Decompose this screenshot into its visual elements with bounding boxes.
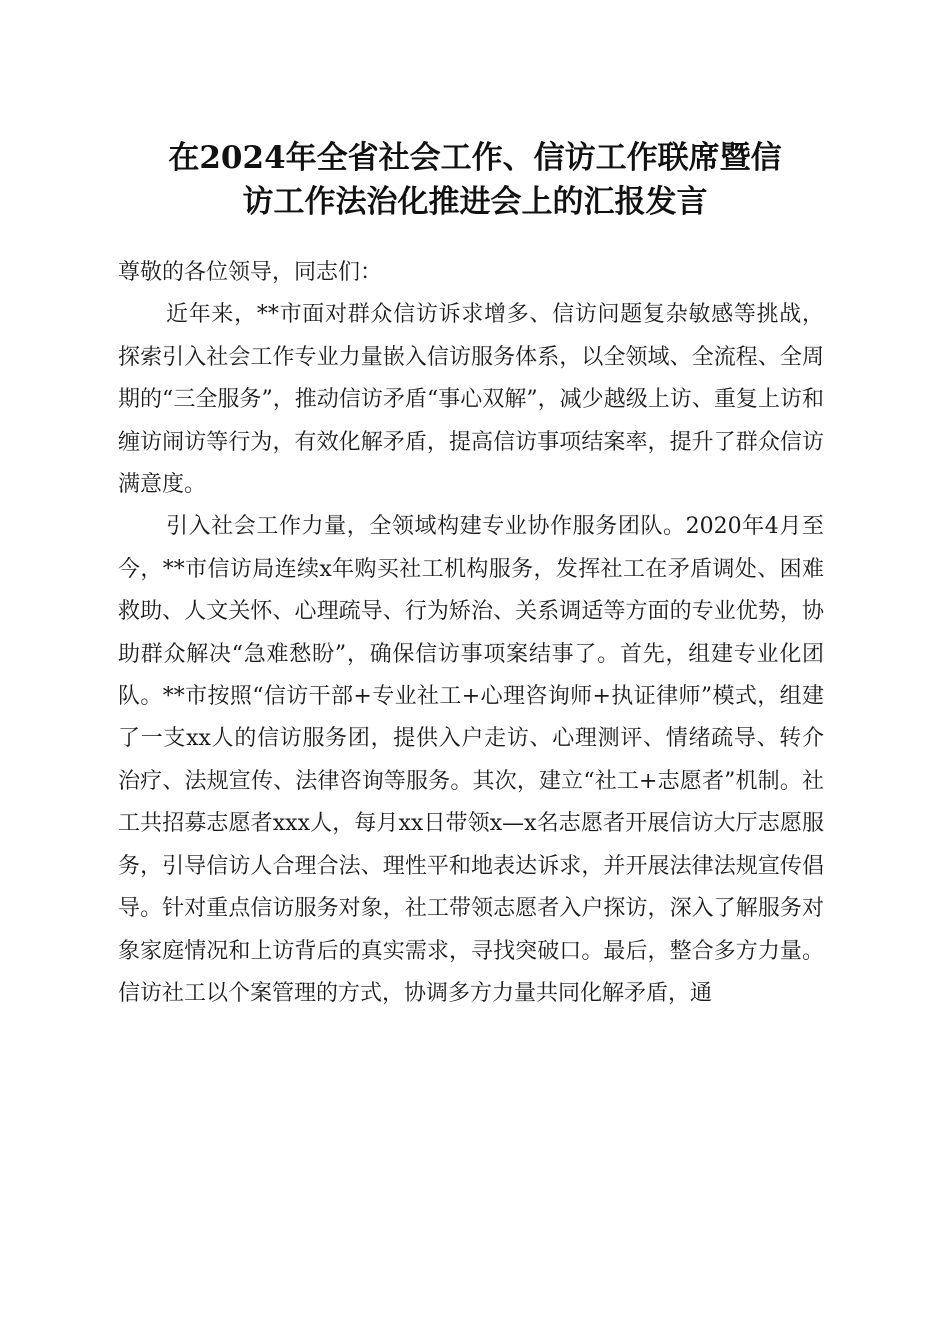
document-title: [118, 136, 832, 224]
title-line-2: 访工作法治化推进会上的汇报发言: [242, 184, 708, 220]
paragraph-1: 近年来，**市面对群众信访诉求增多、信访问题复杂敏感等挑战，探索引入社会工作专业力量嵌入信访服务体系，以全领域、全流程、全周期的“三全服务”，推动信访矛盾“事心双解”，减少越级上访、重复上访和缠访闹访等行为，有效化解矛盾，提高信访事项结案率，提升了群众信访满意度。: [118, 302, 824, 498]
document-body: [118, 252, 824, 1015]
title-line-1: 在2024年全省社会工作、信访工作联席暨信: [168, 140, 782, 176]
paragraph-2: 引入社会工作力量，全领域构建专业协作服务团队。2020年4月至今，**市信访局连续x年购买社工机构服务，发挥社工在矛盾调处、困难救助、人文关怀、心理疏导、行为矫治、关系调适等方面的专业优势，协助群众解决“急难愁盼”，确保信访事项案结事了。首先，组建专业化团队。**市按照“信访干部+专业社工+心理咨询师+执证律师”模式，组建了一支xx人的信访服务团，提供入户走访、心理测评、情绪疏导、转介治疗、法规宣传、法律咨询等服务。其次，建立“社工+志愿者”机制。社工共招募志愿者xxx人，每月xx日带领x—x名志愿者开展信访大厅志愿服务，引导信访人合理合法、理性平和地表达诉求，并开展法律法规宣传倡导。针对重点信访服务对象，社工带领志愿者入户探访，深入了解服务对象家庭情况和上访背后的真实需求，寻找突破口。最后，整合多方力量。信访社工以个案管理的方式，协调多方力量共同化解矛盾，通: [118, 514, 824, 1006]
salutation: 尊敬的各位领导，同志们：: [118, 260, 383, 285]
